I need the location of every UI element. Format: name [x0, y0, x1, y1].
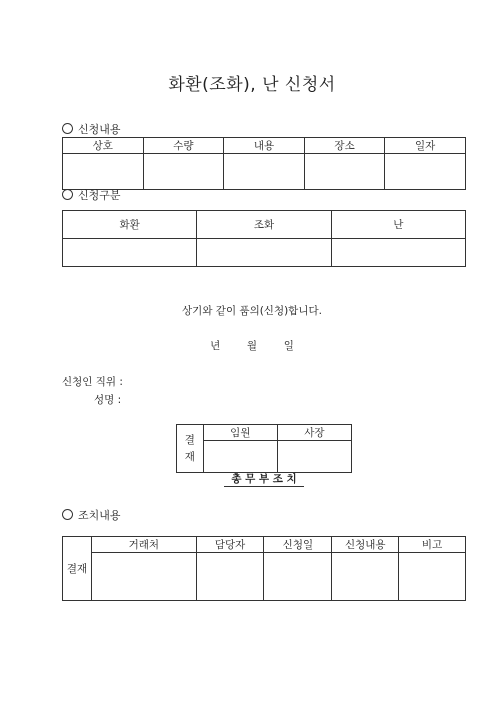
section-request-content [62, 121, 121, 137]
header-cell: 담당자 [196, 537, 264, 553]
document-title: 화환(조화), 난 신청서 [168, 75, 336, 95]
input-cell[interactable] [399, 553, 466, 601]
header-cell: 사장 [277, 425, 351, 441]
circle-bullet-icon [62, 509, 73, 520]
approval-side-label: 결 재 [177, 425, 204, 473]
signature-cell[interactable] [277, 441, 351, 473]
header-cell: 내용 [224, 138, 305, 154]
input-cell[interactable] [332, 553, 399, 601]
header-cell: 난 [331, 211, 465, 239]
day-label: 일 [283, 340, 294, 352]
section-label: 신청구분 [78, 189, 121, 202]
circle-bullet-icon [62, 123, 73, 134]
section-label: 조치내용 [78, 509, 121, 522]
request-content-table [62, 137, 466, 190]
circle-bullet-icon [62, 189, 73, 200]
section-label: 신청내용 [78, 123, 121, 136]
input-cell[interactable] [197, 239, 331, 267]
action-side-label: 결재 [63, 537, 92, 601]
header-cell: 수량 [143, 138, 224, 154]
input-cell[interactable] [63, 154, 144, 190]
applicant-name-label: 성명 : [94, 394, 122, 406]
input-cell[interactable] [304, 154, 385, 190]
header-cell: 비고 [399, 537, 466, 553]
statement-text: 상기와 같이 품의(신청)합니다. [182, 305, 322, 317]
input-cell[interactable] [224, 154, 305, 190]
header-cell: 거래처 [91, 537, 196, 553]
input-cell[interactable] [63, 239, 197, 267]
input-cell[interactable] [264, 553, 332, 601]
header-cell: 장소 [304, 138, 385, 154]
header-cell: 신청내용 [332, 537, 399, 553]
applicant-position-label: 신청인 직위 : [62, 376, 123, 388]
signature-cell[interactable] [203, 441, 277, 473]
input-cell[interactable] [143, 154, 224, 190]
date-line [0, 338, 504, 353]
month-label: 월 [246, 340, 258, 352]
approval-table [176, 424, 352, 473]
request-type-table [62, 210, 466, 267]
input-cell[interactable] [385, 154, 466, 190]
header-cell: 화환 [63, 211, 197, 239]
year-label: 년 [210, 340, 221, 352]
header-cell: 신청일 [264, 537, 332, 553]
header-cell: 일자 [385, 138, 466, 154]
dept-action-label: 총 무 부 조 치 [224, 472, 304, 487]
section-request-type [62, 187, 121, 203]
input-cell[interactable] [196, 553, 264, 601]
header-cell: 임원 [203, 425, 277, 441]
action-content-table [62, 536, 466, 601]
header-cell: 조화 [197, 211, 331, 239]
input-cell[interactable] [91, 553, 196, 601]
input-cell[interactable] [331, 239, 465, 267]
header-cell: 상호 [63, 138, 144, 154]
section-action-content [62, 507, 121, 523]
